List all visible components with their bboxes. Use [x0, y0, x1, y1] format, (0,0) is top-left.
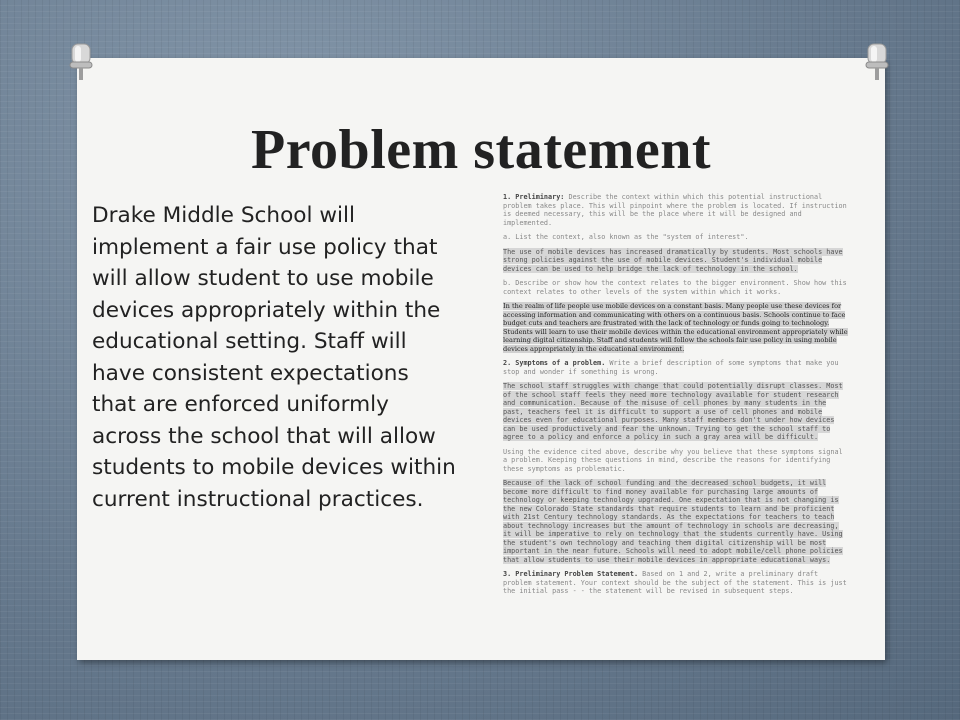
worksheet-section-3 [503, 570, 848, 596]
section-3-heading: 3. Preliminary Problem Statement. [503, 570, 639, 578]
prompt-b: b. Describe or show how the context relates to the bigger environment. Show how this context relates to other levels of the system within which it works. [503, 279, 847, 296]
section-1-heading: 1. Preliminary: [503, 193, 565, 201]
answer-b: In the realm of life people use mobile devices on a constant basis. Many people use these devices for accessing information and communicating with others on a continuous basis. Schools continue to face budget cuts and teachers are frustrated with the lack of technology or funds going to technology. Students will learn to use their mobile devices within the educational environment appropriately while learning digital citizenship. Staff and students will follow the schools fair use policy in using mobile devices appropriately in the educational environment. [503, 302, 848, 353]
section-2-text: Write a brief description of some symptoms that make you stop and wonder if something is wrong. [503, 359, 839, 376]
worksheet-image [503, 193, 848, 602]
answer-evidence: Because of the lack of school funding and the decreased school budgets, it will become more difficult to find money available for purchasing large amounts of technology or keeping technology upgraded. One expectation that is not changing is the new Colorado State standards that require students to learn and be proficient with 21st Century technology standards. As the expectations for teachers to teach about technology increases but the amount of technology in schools are decreasing, it will be imperative to rely on technology that the students currently have. Using the student's own technology and teaching them digital citizenship will be most important in the near future. Schools will need to adopt mobile/cell phone policies that allow students to use their mobile devices in appropriate educational ways. [503, 479, 843, 564]
pushpin-right-icon [862, 42, 892, 82]
section-3-text: Based on 1 and 2, write a preliminary draft problem statement. Your context should be the subject of the statement. This is just the initial pass - - the statement will be revised in subsequent steps. [503, 570, 847, 595]
problem-statement-text: Drake Middle School will implement a fair use policy that will allow student to use mobile devices appropriately within the educational setting. Staff will have consistent expectations that are enforced uniformly across the school that will allow students to mobile devices within current instructional practices. [92, 203, 456, 512]
section-1-text: Describe the context within which this potential instructional problem takes place. This will pinpoint where the problem is located. If instruction is deemed necessary, this will be the place where it will be designed and implemented. [503, 193, 847, 227]
answer-a: The use of mobile devices has increased dramatically by students. Most schools have strong policies against the use of mobile devices. Student's individual mobile devices can be used to help bridge the lack of technology in the school. [503, 247, 843, 273]
answer-symptoms: The school staff struggles with change that could potentially disrupt classes. Most of the school staff feels they need more technology available for student research and communication. Because of the misuse of cell phones by many students in the past, teachers feel it is difficult to support a use of cell phones and mobile devices even for educational purposes. Many staff members don't under how devices can be used productively and fear the unknown. Trying to get the school staff to agree to a policy and enforce a policy in such a gray area will be difficult. [503, 382, 843, 441]
section-2-heading: 2. Symptoms of a problem. [503, 359, 606, 367]
slide-title: Problem statement [251, 119, 711, 181]
prompt-a: a. List the context, also known as the "system of interest". [503, 233, 749, 241]
worksheet-section-2 [503, 359, 848, 376]
worksheet-section-1 [503, 193, 848, 227]
pushpin-left-icon [66, 42, 96, 82]
evidence-prompt: Using the evidence cited above, describe why you believe that these symptoms signal a problem. Keeping these questions in mind, describe the reasons for identifying these symptoms as problematic. [503, 447, 843, 473]
